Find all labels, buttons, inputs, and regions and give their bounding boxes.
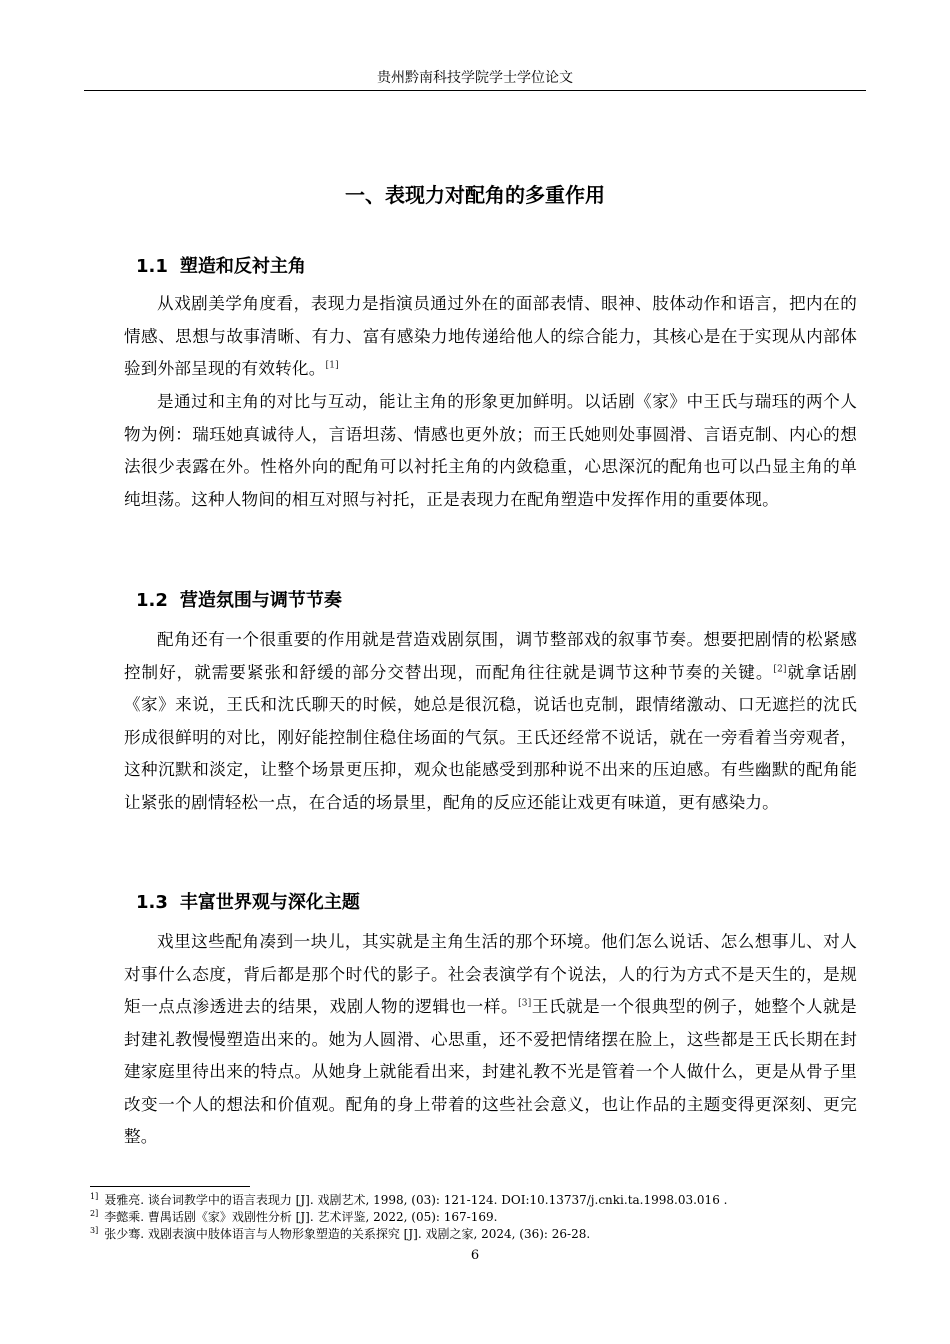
page-number: 6 [470,1248,480,1263]
citation-marker: [2] [773,663,787,674]
section-heading-1-2 [136,588,342,614]
section-title: 丰富世界观与深化主题 [179,892,360,913]
footnote-separator [90,1186,250,1187]
body-paragraph [124,386,857,516]
footnote-text: 聂雅亮. 谈台词教学中的语言表现力 [J]. 戏剧艺术, 1998, (03): 121-124. DOI:10.13737/j.cnki.ta.1998.03.016 . [104,1193,728,1207]
body-paragraph [124,624,857,819]
footnote-mark: 1] [90,1192,99,1201]
paragraph-text: 戏里这些配角凑到一块儿，其实就是主角生活的那个环境。他们怎么说话、怎么想事儿、对人对事什么态度，背后都是那个时代的影子。社会表演学有个说法，人的行为方式不是天生的，是规矩一点点渗透进去的结果，戏剧人物的逻辑也一样。 [124,932,857,1016]
chapter-title: 一、表现力对配角的多重作用 [345,183,605,207]
section-heading-1-1 [136,254,306,280]
paragraph-text-continued: 就拿话剧《家》来说，王氏和沈氏聊天的时候，她总是很沉稳，说话也克制，跟情绪激动、口无遮拦的沈氏形成很鲜明的对比，刚好能控制住稳住场面的气氛。王氏还经常不说话，就在一旁看着当旁观者，这种沉默和淡定，让整个场景更压抑，观众也能感受到那种说不出来的压迫感。有些幽默的配角能让紧张的剧情轻松一点，在合适的场景里，配角的反应还能让戏更有味道，更有感染力。 [124,662,857,812]
running-header: 贵州黔南科技学院学士学位论文 [84,68,866,91]
paragraph-text: 是通过和主角的对比与互动，能让主角的形象更加鲜明。以话剧《家》中王氏与瑞珏的两个人物为例：瑞珏她真诚待人，言语坦荡、情感也更外放；而王氏她则处事圆滑、言语克制、内心的想法很少表露在外。性格外向的配角可以衬托主角的内敛稳重，心思深沉的配角也可以凸显主角的单纯坦荡。这种人物间的相互对照与衬托，正是表现力在配角塑造中发挥作用的重要体现。 [124,392,857,509]
section-number: 1.3 [136,892,168,913]
footnote-text: 李懿乘. 曹禺话剧《家》戏剧性分析 [J]. 艺术评鉴, 2022, (05): 167-169. [104,1210,498,1224]
section-title: 塑造和反衬主角 [179,256,306,277]
footnotes [90,1192,870,1243]
section-number: 1.2 [136,590,168,611]
footnote [90,1192,870,1209]
paragraph-text-continued: 王氏就是一个很典型的例子，她整个人就是封建礼教慢慢塑造出来的。她为人圆滑、心思重，还不爱把情绪摆在脸上，这些都是王氏长期在封建家庭里待出来的特点。从她身上就能看出来，封建礼教不光是管着一个人做什么，更是从骨子里改变一个人的想法和价值观。配角的身上带着的这些社会意义，也让作品的主题变得更深刻、更完整。 [124,997,857,1146]
section-title: 营造氛围与调节节奏 [179,590,342,611]
section-heading-1-3 [136,890,360,916]
footnote-mark: 3] [90,1226,99,1235]
citation-marker: [1] [325,360,339,371]
footnote [90,1226,870,1243]
body-paragraph [124,288,857,386]
section-number: 1.1 [136,256,168,277]
body-paragraph [124,926,857,1154]
footnote-mark: 2] [90,1209,99,1218]
paragraph-text: 从戏剧美学角度看，表现力是指演员通过外在的面部表情、眼神、肢体动作和语言，把内在的情感、思想与故事清晰、有力、富有感染力地传递给他人的综合能力，其核心是在于实现从内部体验到外部呈现的有效转化。 [124,294,857,378]
citation-marker: [3] [518,998,532,1009]
footnote-text: 张少骞. 戏剧表演中肢体语言与人物形象塑造的关系探究 [J]. 戏剧之家, 2024, (36): 26-28. [104,1227,591,1241]
paragraph-text: 配角还有一个很重要的作用就是营造戏剧氛围，调节整部戏的叙事节奏。想要把剧情的松紧感控制好，就需要紧张和舒缓的部分交替出现，而配角往往就是调节这种节奏的关键。 [124,630,857,682]
footnote [90,1209,870,1226]
